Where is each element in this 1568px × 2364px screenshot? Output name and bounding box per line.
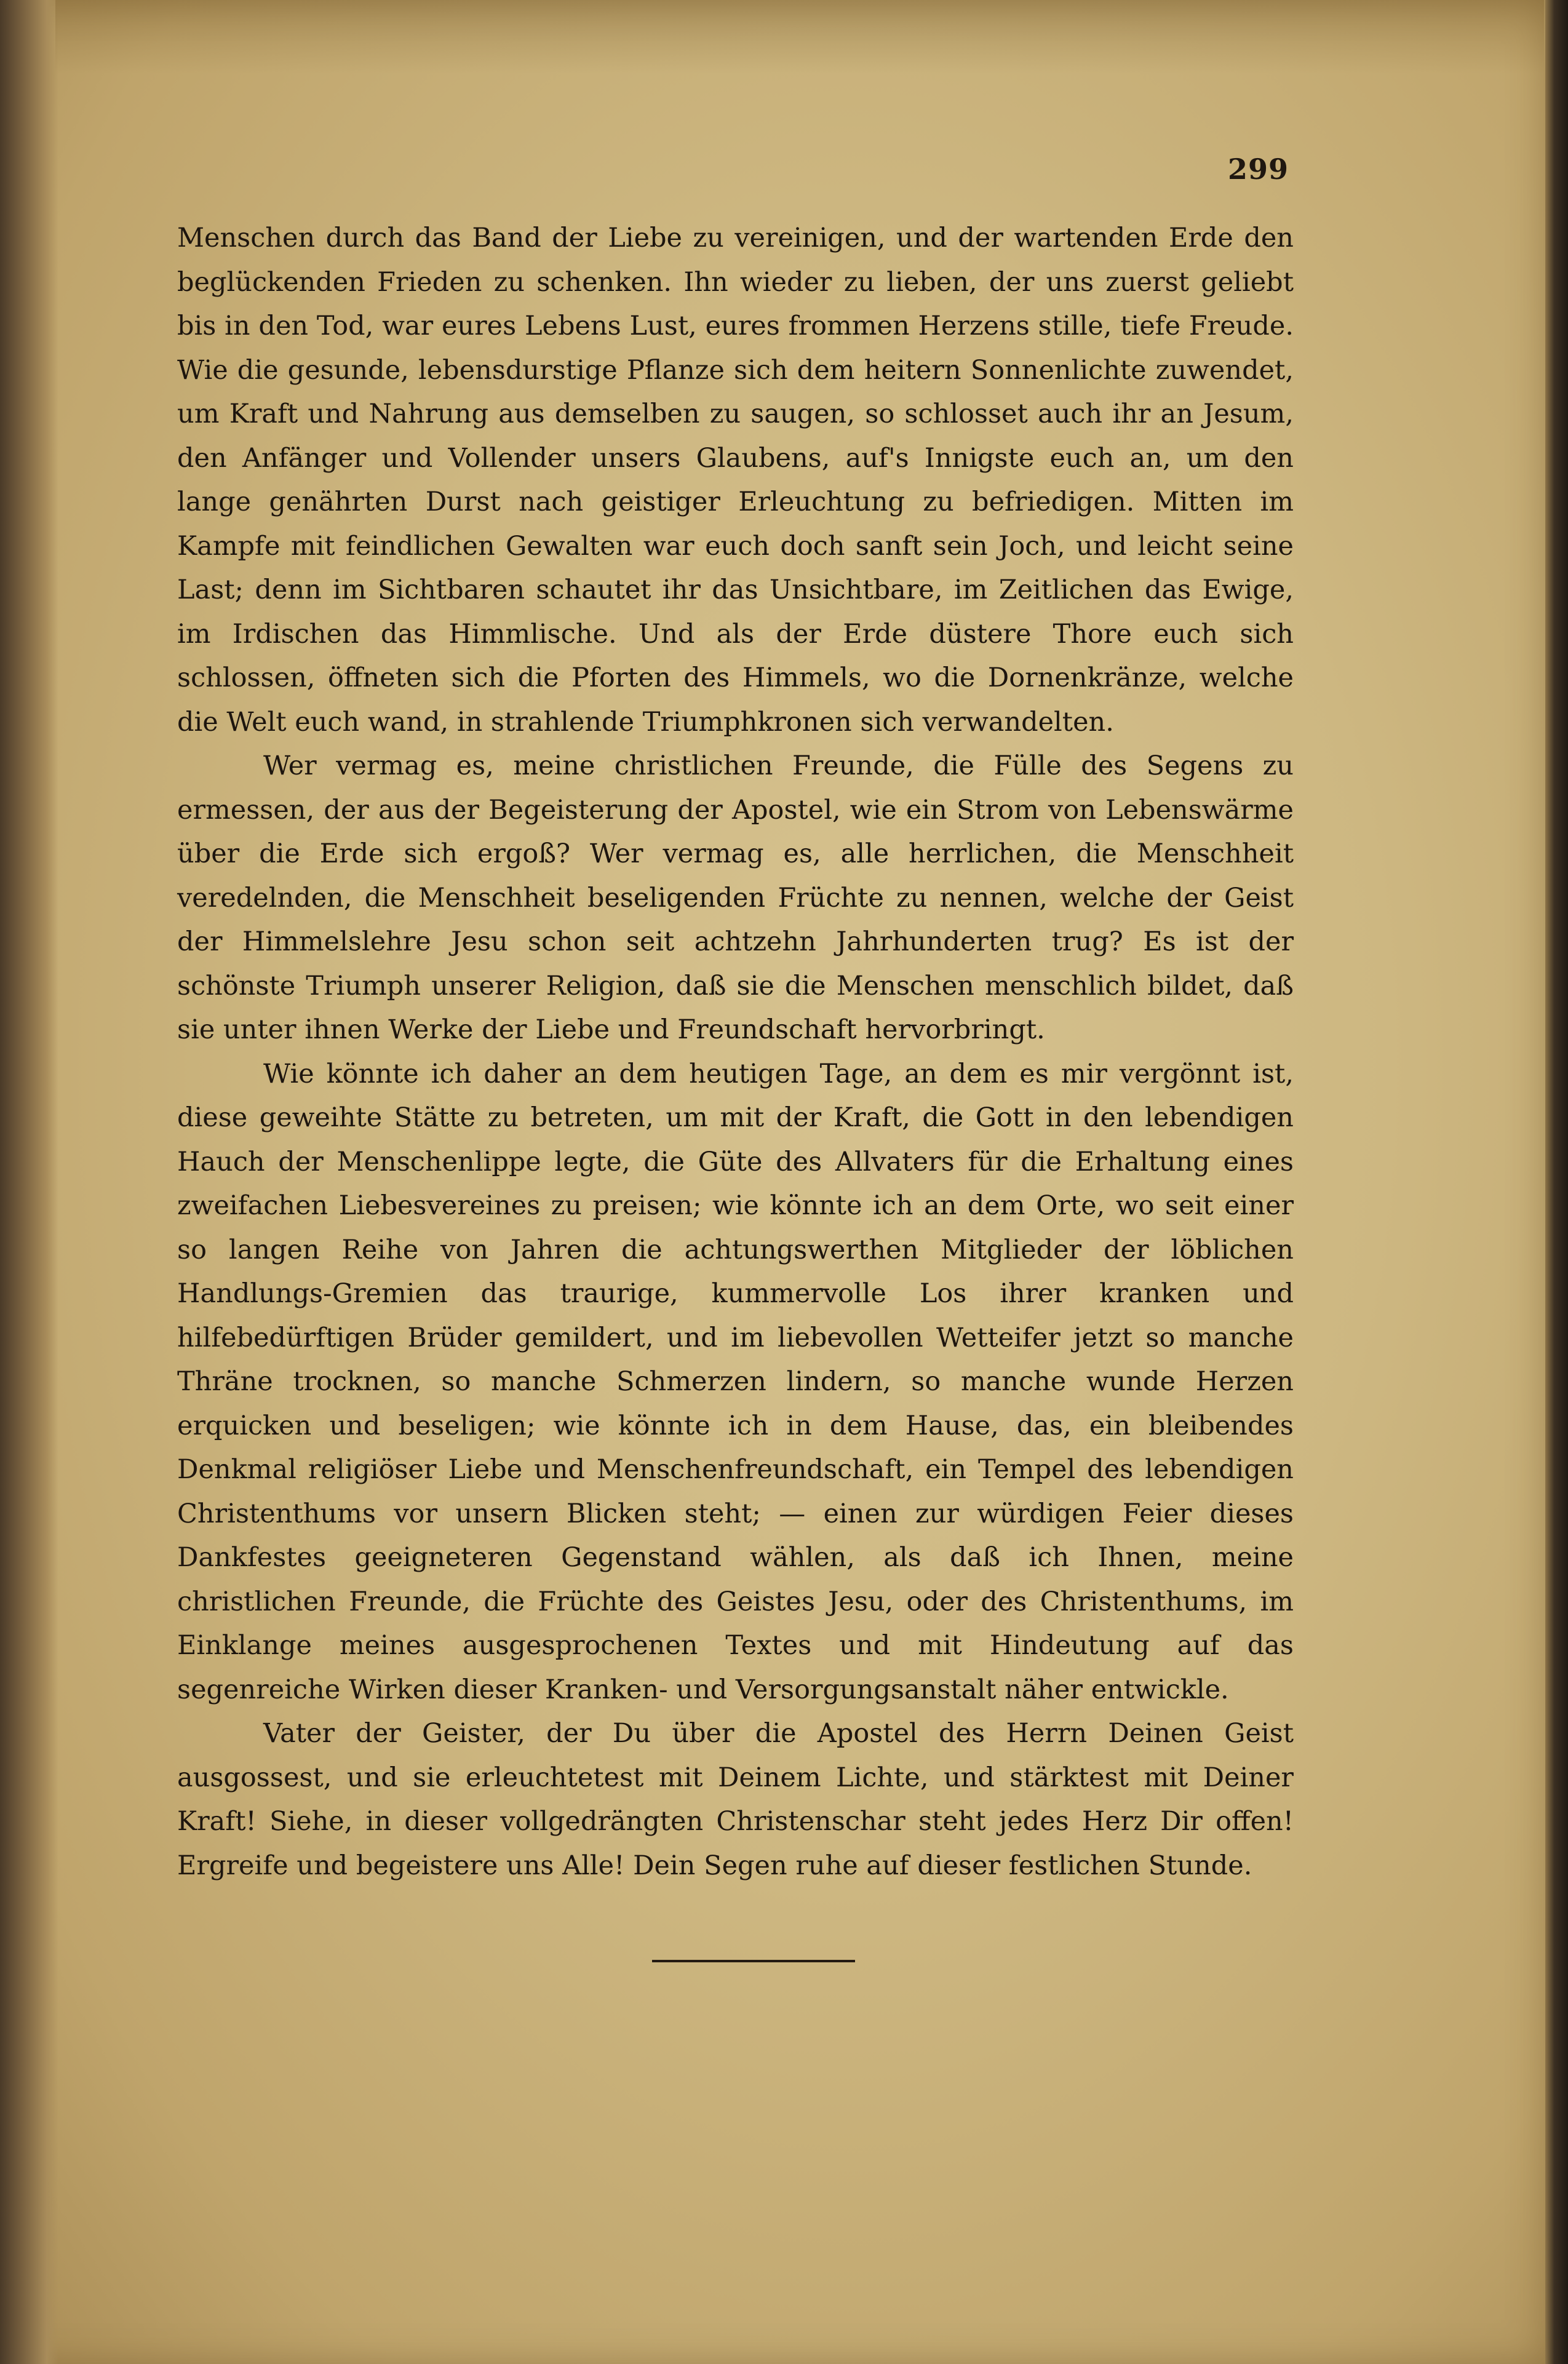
page-top-stain: [55, 0, 1544, 74]
paragraph-4: Vater der Geister, der Du über die Apostel des Herrn Deinen Geist ausgossest, und sie erleuchtetest mit Deinem Lichte, und stärktest mit Deiner Kraft! Siehe, in dieser vollgedrängten Christenschar steht jedes Herz Dir offen! Ergreife und begeistere uns Alle! Dein Segen ruhe auf dieser festlichen Stunde.: [177, 1718, 1294, 1881]
body-text: [177, 217, 1294, 1888]
section-end-rule: [652, 1960, 855, 1962]
paragraph-3: Wie könnte ich daher an dem heutigen Tage, an dem es mir vergönnt ist, diese geweihte Stätte zu betreten, um mit der Kraft, die Gott in den lebendigen Hauch der Menschenlippe legte, die Güte des Allvaters für die Erhaltung eines zweifachen Liebesvereines zu preisen; wie könnte ich an dem Orte, wo seit einer so langen Reihe von Jahren die achtungswerthen Mitglieder der löblichen Handlungs-Gremien das traurige, kummervolle Los ihrer kranken und hilfebedürftigen Brüder gemildert, und im liebevollen Wetteifer jetzt so manche Thräne trocknen, so manche Schmerzen lindern, so manche wunde Herzen erquicken und beseligen; wie könnte ich in dem Hause, das, ein bleibendes Denkmal religiöser Liebe und Menschenfreundschaft, ein Tempel des lebendigen Christenthums vor unsern Blicken steht; — einen zur würdigen Feier dieses Dankfestes geeigneteren Gegenstand wählen, als daß ich Ihnen, meine christlichen Freunde, die Früchte des Geistes Jesu, oder des Christenthums, im Einklange meines ausgesprochenen Textes und mit Hindeutung auf das segenreiche Wirken dieser Kranken- und Versorgungsanstalt näher entwickle.: [177, 1058, 1294, 1705]
paragraph-1: Menschen durch das Band der Liebe zu vereinigen, und der wartenden Erde den beglückenden Frieden zu schenken. Ihn wieder zu lieben, der uns zuerst geliebt bis in den Tod, war eures Lebens Lust, eures frommen Herzens stille, tiefe Freude. Wie die gesunde, lebensdurstige Pflanze sich dem heitern Sonnenlichte zuwendet, um Kraft und Nahrung aus demselben zu saugen, so schlosset auch ihr an Jesum, den Anfänger und Vollender unsers Glaubens, auf's Innigste euch an, um den lange genährten Durst nach geistiger Erleuchtung zu befriedigen. Mitten im Kampfe mit feindlichen Gewalten war euch doch sanft sein Joch, und leicht seine Last; denn im Sichtbaren schautet ihr das Unsichtbare, im Zeitlichen das Ewige, im Irdischen das Himmlische. Und als der Erde düstere Thore euch sich schlossen, öffneten sich die Pforten des Himmels, wo die Dornenkränze, welche die Welt euch wand, in strahlende Triumphkronen sich verwandelten.: [177, 223, 1294, 738]
page-number: 299: [1227, 153, 1289, 186]
page-gutter-shadow: [0, 0, 58, 2364]
paragraph-2: Wer vermag es, meine christlichen Freunde, die Fülle des Segens zu ermessen, der aus der Begeisterung der Apostel, wie ein Strom von Lebenswärme über die Erde sich ergoß? Wer vermag es, alle herrlichen, die Menschheit veredelnden, die Menschheit beseligenden Früchte zu nennen, welche der Geist der Himmelslehre Jesu schon seit achtzehn Jahrhunderten trug? Es ist der schönste Triumph unserer Religion, daß sie die Menschen menschlich bildet, daß sie unter ihnen Werke der Liebe und Freundschaft hervorbringt.: [177, 750, 1294, 1045]
book-edge: [1545, 0, 1568, 2364]
